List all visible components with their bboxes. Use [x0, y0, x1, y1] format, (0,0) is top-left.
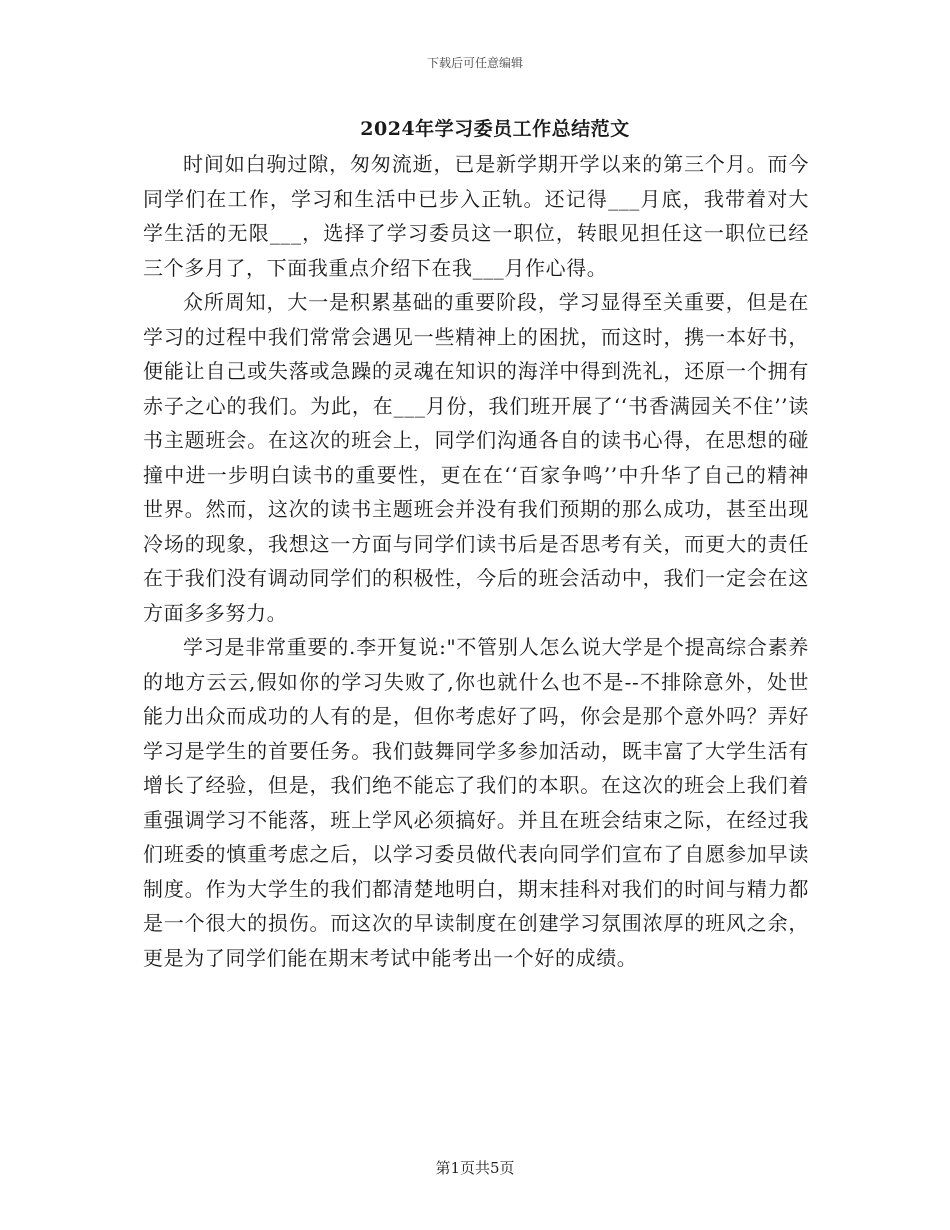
header-note: 下载后可任意编辑: [426, 56, 523, 70]
paragraph: 学习是非常重要的.李开复说:"不管别人怎么说大学是个提高综合素养的地方云云,假如你的学习失败了,你也就什么也不是--不排除意外，处世能力出众而成功的人有的是，但你考虑好了吗，你会是那个意外吗？弄好学习是学生的首要任务。我们鼓舞同学多参加活动，既丰富了大学生活有增长了经验，但是，我们绝不能忘了我们的本职。在这次的班会上我们着重强调学习不能落，班上学风必须搞好。并且在班会结束之际，在经过我们班委的慎重考虑之后，以学习委员做代表向同学们宣布了自愿参加早读制度。作为大学生的我们都清楚地明白，期末挂科对我们的时间与精力都是一个很大的损伤。而这次的早读制度在创建学习氛围浓厚的班风之余，更是为了同学们能在期末考试中能考出一个好的成绩。: [143, 635, 809, 970]
paragraph: 时间如白驹过隙，匆匆流逝，已是新学期开学以来的第三个月。而今同学们在工作，学习和生活中已步入正轨。还记得___月底，我带着对大学生活的无限___，选择了学习委员这一职位，转眼见担任这一职位已经三个多月了，下面我重点介绍下在我___月作心得。: [143, 152, 809, 280]
page-number: 第1页共5页: [435, 1159, 515, 1177]
document-title: 2024年学习委员工作总结范文: [360, 118, 630, 140]
document-body: [143, 147, 809, 975]
paragraph: 众所周知，大一是积累基础的重要阶段，学习显得至关重要，但是在学习的过程中我们常常会遇见一些精神上的困扰，而这时，携一本好书，便能让自己或失落或急躁的灵魂在知识的海洋中得到洗礼，还原一个拥有赤子之心的我们。为此，在___月份，我们班开展了‘‘书香满园关不住’’读书主题班会。在这次的班会上，同学们沟通各自的读书心得，在思想的碰撞中进一步明白读书的重要性，更在在‘‘百家争鸣’’中升华了自己的精神世界。然而，这次的读书主题班会并没有我们预期的那么成功，甚至出现冷场的现象，我想这一方面与同学们读书后是否思考有关，而更大的责任在于我们没有调动同学们的积极性，今后的班会活动中，我们一定会在这方面多多努力。: [143, 290, 809, 625]
